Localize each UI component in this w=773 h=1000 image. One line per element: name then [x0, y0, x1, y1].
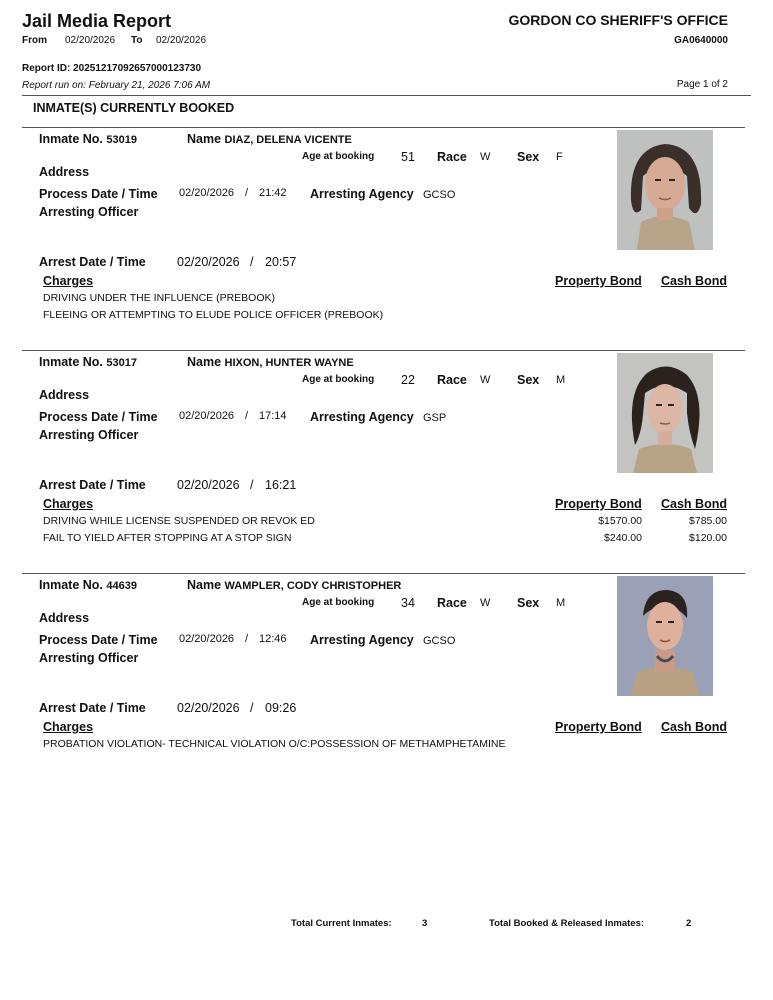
age-label: Age at booking — [302, 151, 375, 162]
race-value: W — [480, 151, 491, 163]
page-number: Page 1 of 2 — [676, 79, 728, 90]
record-divider — [22, 573, 745, 574]
charge-text: FLEEING OR ATTEMPTING TO ELUDE POLICE OFFICER (PREBOOK) — [43, 309, 384, 321]
property-bond-label: Property Bond — [555, 720, 642, 734]
arresting-officer-label: Arresting Officer — [39, 428, 139, 442]
inmate-no-label-text: Inmate No. — [39, 578, 103, 592]
process-slash: / — [245, 633, 249, 645]
arrest-slash: / — [250, 255, 254, 269]
process-slash: / — [245, 187, 249, 199]
charge-text: DRIVING UNDER THE INFLUENCE (PREBOOK) — [43, 292, 275, 304]
charges-label: Charges — [43, 274, 94, 288]
property-bond-label: Property Bond — [555, 497, 642, 511]
sex-label: Sex — [517, 150, 540, 164]
sex-value: M — [556, 374, 566, 386]
process-date: 02/20/2026 — [179, 410, 235, 422]
age-label: Age at booking — [302, 374, 375, 385]
report-run-on: Report run on: February 21, 2026 7:06 AM — [22, 80, 211, 91]
arrest-label: Arrest Date / Time — [39, 255, 146, 269]
inmate-no-label — [39, 578, 137, 592]
arrest-time: 20:57 — [265, 255, 297, 269]
race-value: W — [480, 374, 491, 386]
charges-label: Charges — [43, 720, 94, 734]
from-label: From — [22, 35, 47, 46]
inmate-no: 53017 — [106, 357, 137, 369]
name-label-text: Name — [187, 355, 222, 369]
race-label: Race — [437, 373, 467, 387]
process-label: Process Date / Time — [39, 187, 158, 201]
arresting-agency-label: Arresting Agency — [310, 410, 414, 424]
cash-bond-value: $785.00 — [689, 515, 727, 527]
to-date: 02/20/2026 — [156, 35, 207, 46]
address-label: Address — [39, 611, 90, 625]
arresting-agency-value: GCSO — [423, 635, 456, 647]
cash-bond-label: Cash Bond — [661, 720, 727, 734]
name-label — [187, 578, 401, 592]
inmate-name: WAMPLER, CODY CHRISTOPHER — [224, 580, 402, 592]
record-divider — [22, 350, 745, 351]
age-value: 34 — [401, 596, 415, 610]
process-time: 21:42 — [259, 187, 287, 199]
cash-bond-value: $120.00 — [689, 532, 727, 544]
process-label: Process Date / Time — [39, 410, 158, 424]
arrest-label: Arrest Date / Time — [39, 701, 146, 715]
arresting-officer-label: Arresting Officer — [39, 651, 139, 665]
charge-text: FAIL TO YIELD AFTER STOPPING AT A STOP SIGN — [43, 532, 292, 544]
arrest-time: 09:26 — [265, 701, 297, 715]
charge-text: DRIVING WHILE LICENSE SUSPENDED OR REVOK ED — [43, 515, 315, 527]
inmate-name: DIAZ, DELENA VICENTE — [224, 134, 352, 146]
sex-value: F — [556, 151, 563, 163]
property-bond-value: $240.00 — [604, 532, 642, 544]
total-current-label: Total Current Inmates: — [291, 918, 392, 929]
sex-label: Sex — [517, 373, 540, 387]
cash-bond-label: Cash Bond — [661, 274, 727, 288]
arresting-agency-label: Arresting Agency — [310, 633, 414, 647]
to-label: To — [131, 35, 143, 46]
age-value: 22 — [401, 373, 415, 387]
process-label: Process Date / Time — [39, 633, 158, 647]
inmate-no-label-text: Inmate No. — [39, 355, 103, 369]
total-booked-released-label: Total Booked & Released Inmates: — [489, 918, 645, 929]
arresting-agency-label: Arresting Agency — [310, 187, 414, 201]
charge-text: PROBATION VIOLATION- TECHNICAL VIOLATION O/C:POSSESSION OF METHAMPHETAMINE — [43, 738, 506, 750]
address-label: Address — [39, 388, 90, 402]
name-label-text: Name — [187, 132, 222, 146]
age-value: 51 — [401, 150, 415, 164]
report-id-label-text: Report ID: — [22, 63, 71, 74]
agency-code: GA0640000 — [674, 35, 728, 46]
arrest-date: 02/20/2026 — [177, 255, 240, 269]
inmate-no: 53019 — [106, 134, 137, 146]
sex-label: Sex — [517, 596, 540, 610]
inmate-photo-image — [617, 353, 713, 473]
total-booked-released-value: 2 — [686, 918, 692, 929]
name-label-text: Name — [187, 578, 222, 592]
property-bond-value: $1570.00 — [598, 515, 642, 527]
charges-label: Charges — [43, 497, 94, 511]
report-id-value: 20251217092657000123730 — [73, 63, 202, 74]
from-date: 02/20/2026 — [65, 35, 116, 46]
race-label: Race — [437, 596, 467, 610]
arrest-slash: / — [250, 701, 254, 715]
inmate-no-label — [39, 355, 137, 369]
agency-name: GORDON CO SHERIFF'S OFFICE — [508, 12, 728, 28]
arrest-time: 16:21 — [265, 478, 297, 492]
race-label: Race — [437, 150, 467, 164]
sex-value: M — [556, 597, 566, 609]
process-date: 02/20/2026 — [179, 187, 235, 199]
arrest-date: 02/20/2026 — [177, 478, 240, 492]
inmate-photo — [617, 576, 713, 696]
section-title: INMATE(S) CURRENTLY BOOKED — [33, 101, 235, 115]
arresting-officer-label: Arresting Officer — [39, 205, 139, 219]
arrest-date: 02/20/2026 — [177, 701, 240, 715]
process-date: 02/20/2026 — [179, 633, 235, 645]
process-time: 17:14 — [259, 410, 287, 422]
process-slash: / — [245, 410, 249, 422]
property-bond-label: Property Bond — [555, 274, 642, 288]
report-title: Jail Media Report — [22, 11, 172, 31]
inmate-name: HIXON, HUNTER WAYNE — [224, 357, 354, 369]
address-label: Address — [39, 165, 90, 179]
inmate-no: 44639 — [106, 580, 137, 592]
arrest-slash: / — [250, 478, 254, 492]
process-time: 12:46 — [259, 633, 287, 645]
arresting-agency-value: GSP — [423, 412, 447, 424]
arrest-label: Arrest Date / Time — [39, 478, 146, 492]
total-current-value: 3 — [422, 918, 428, 929]
race-value: W — [480, 597, 491, 609]
name-label — [187, 355, 354, 369]
arresting-agency-value: GCSO — [423, 189, 456, 201]
cash-bond-label: Cash Bond — [661, 497, 727, 511]
inmate-photo-image — [617, 576, 713, 696]
inmate-photo — [617, 353, 713, 473]
inmate-no-label-text: Inmate No. — [39, 132, 103, 146]
age-label: Age at booking — [302, 597, 375, 608]
